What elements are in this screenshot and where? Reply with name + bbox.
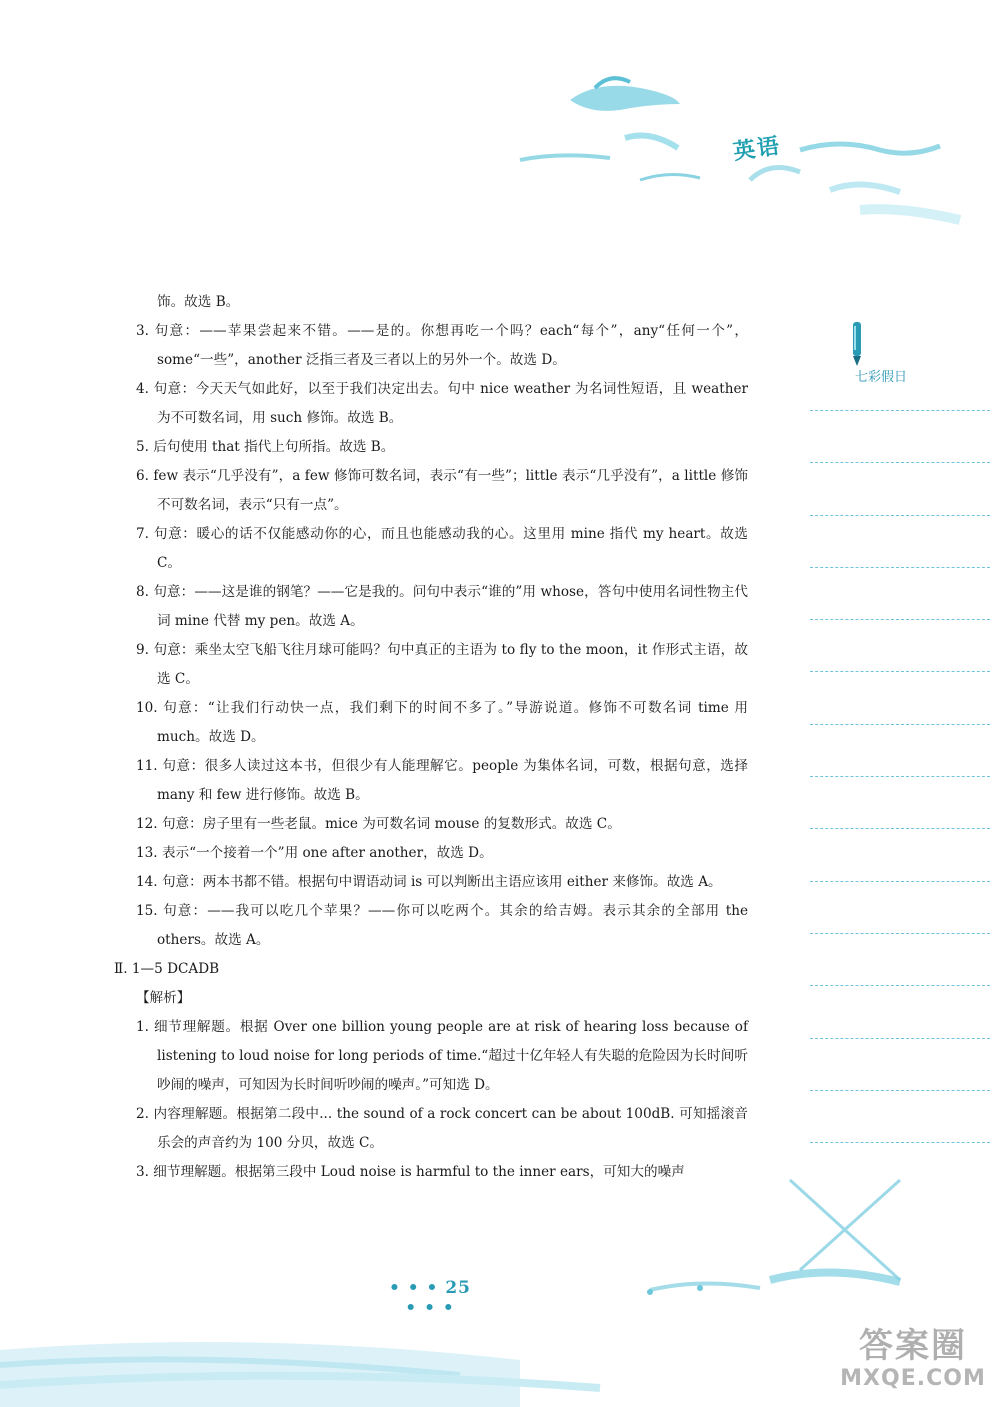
note-lines: [810, 410, 990, 1194]
answer-paragraph: 9. 句意：乘坐太空飞船飞往月球可能吗？句中真正的主语为 to fly to the moon，it 作形式主语，故选 C。: [136, 642, 748, 687]
watermark-url: MXQE.COM: [840, 1366, 986, 1391]
note-line: [810, 1090, 990, 1091]
note-line: [810, 567, 990, 568]
answer-paragraph: Ⅱ. 1—5 DCADB: [114, 961, 220, 977]
answer-paragraph: 【解析】: [136, 990, 191, 1006]
note-line: [810, 933, 990, 934]
sidebar-label: 七彩假日: [854, 370, 907, 385]
note-line: [810, 1038, 990, 1039]
note-line: [810, 515, 990, 516]
answer-paragraph: 11. 句意：很多人读过这本书，但很少有人能理解它。people 为集体名词，可数，根据句意，选择 many 和 few 进行修饰。故选 B。: [136, 758, 748, 803]
answer-paragraph: 14. 句意：两本书都不错。根据句中谓语动词 is 可以判断出主语应该用 either 来修饰。故选 A。: [136, 874, 722, 890]
answer-paragraph: 2. 内容理解题。根据第二段中... the sound of a rock concert can be about 100dB. 可知摇滚音乐会的声音约为 100 分贝，故选 C。: [136, 1106, 748, 1151]
answer-paragraph: 10. 句意：“让我们行动快一点，我们剩下的时间不多了。”导游说道。修饰不可数名词 time 用 much。故选 D。: [136, 700, 748, 745]
note-line: [810, 724, 990, 725]
note-line: [810, 985, 990, 986]
answer-paragraph: 5. 后句使用 that 指代上句所指。故选 B。: [136, 439, 395, 455]
note-line: [810, 828, 990, 829]
note-line: [810, 410, 990, 411]
answer-paragraph: 饰。故选 B。: [157, 294, 240, 310]
answer-paragraph: 8. 句意：——这是谁的钢笔？——它是我的。问句中表示“谁的”用 whose，答句中使用名词性物主代词 mine 代替 my pen。故选 A。: [136, 584, 748, 629]
answer-paragraph: 1. 细节理解题。根据 Over one billion young people are at risk of hearing loss because of listening to loud noise for long periods of time.“超过十亿年轻人有失聪的危险因为长时间听吵闹的噪声，可知因为长时间听吵闹的噪声。”可知选 D。: [136, 1019, 748, 1093]
answer-paragraph: 4. 句意：今天天气如此好，以至于我们决定出去。句中 nice weather 为名词性短语，且 weather 为不可数名词，用 such 修饰。故选 B。: [136, 381, 748, 426]
watermark-logo: 答案圈: [859, 1326, 967, 1366]
note-line: [810, 776, 990, 777]
page-number: • • • 25 • • •: [388, 1278, 471, 1318]
note-line: [810, 619, 990, 620]
answer-content: [114, 288, 748, 1187]
note-line: [810, 462, 990, 463]
answer-paragraph: 15. 句意：——我可以吃几个苹果？——你可以吃两个。其余的给吉姆。表示其余的全部用 the others。故选 A。: [136, 903, 748, 948]
answer-paragraph: 6. few 表示“几乎没有”，a few 修饰可数名词，表示“有一些”；little 表示“几乎没有”，a little 修饰不可数名词，表示“只有一点”。: [136, 468, 748, 513]
subject-title: 英语: [731, 133, 783, 166]
note-line: [810, 671, 990, 672]
answer-paragraph: 12. 句意：房子里有一些老鼠。mice 为可数名词 mouse 的复数形式。故选 C。: [136, 816, 621, 832]
pen-icon: [846, 320, 868, 368]
answer-paragraph: 13. 表示“一个接着一个”用 one after another，故选 D。: [136, 845, 493, 861]
answer-paragraph: 3. 句意：——苹果尝起来不错。——是的。你想再吃一个吗？each“每个”，any“任何一个”，some“一些”，another 泛指三者及三者以上的另外一个。故选 D。: [136, 323, 748, 368]
note-line: [810, 1142, 990, 1143]
answer-paragraph: 3. 细节理解题。根据第三段中 Loud noise is harmful to the inner ears，可知大的噪声: [136, 1164, 685, 1180]
note-line: [810, 881, 990, 882]
answer-paragraph: 7. 句意：暖心的话不仅能感动你的心，而且也能感动我的心。这里用 mine 指代 my heart。故选 C。: [136, 526, 748, 571]
